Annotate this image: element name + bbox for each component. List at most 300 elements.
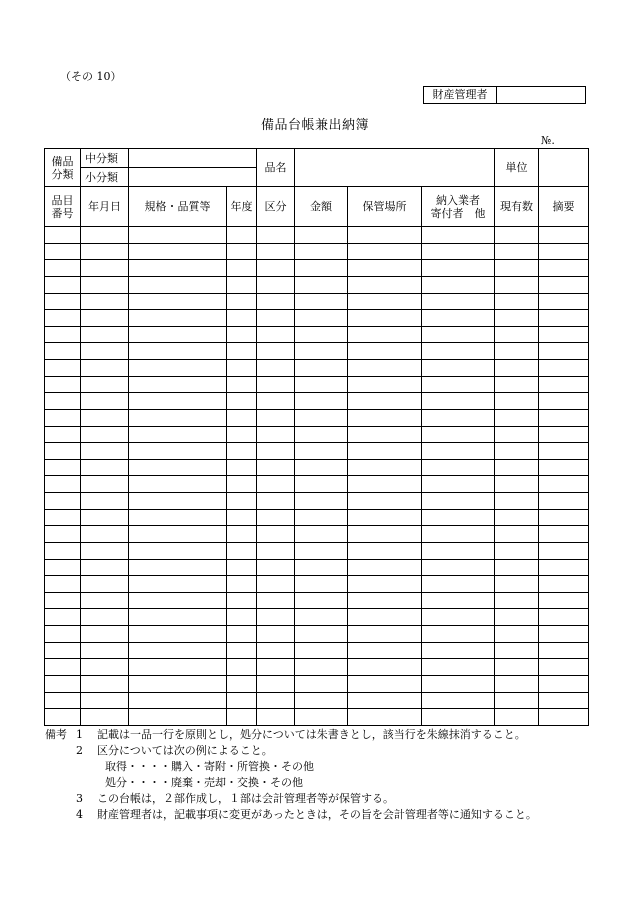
ledger-cell[interactable] (257, 476, 295, 493)
ledger-cell[interactable] (129, 476, 227, 493)
ledger-cell[interactable] (495, 443, 539, 460)
ledger-cell[interactable] (227, 343, 257, 360)
ledger-cell[interactable] (295, 692, 348, 709)
ledger-cell[interactable] (348, 243, 422, 260)
ledger-cell[interactable] (295, 343, 348, 360)
ledger-cell[interactable] (45, 576, 81, 593)
ledger-cell[interactable] (539, 626, 589, 643)
ledger-cell[interactable] (539, 276, 589, 293)
ledger-cell[interactable] (257, 526, 295, 543)
ledger-cell[interactable] (422, 493, 495, 510)
ledger-cell[interactable] (422, 343, 495, 360)
ledger-cell[interactable] (81, 326, 129, 343)
ledger-cell[interactable] (422, 709, 495, 726)
ledger-cell[interactable] (45, 426, 81, 443)
ledger-cell[interactable] (257, 559, 295, 576)
small-category-field[interactable] (129, 168, 257, 187)
ledger-cell[interactable] (129, 227, 227, 244)
ledger-cell[interactable] (495, 376, 539, 393)
ledger-cell[interactable] (45, 642, 81, 659)
ledger-cell[interactable] (422, 276, 495, 293)
ledger-cell[interactable] (81, 227, 129, 244)
ledger-cell[interactable] (45, 326, 81, 343)
ledger-cell[interactable] (257, 227, 295, 244)
ledger-cell[interactable] (257, 493, 295, 510)
ledger-cell[interactable] (539, 227, 589, 244)
ledger-cell[interactable] (227, 659, 257, 676)
ledger-cell[interactable] (348, 393, 422, 410)
ledger-cell[interactable] (257, 675, 295, 692)
ledger-cell[interactable] (257, 542, 295, 559)
ledger-cell[interactable] (539, 426, 589, 443)
ledger-cell[interactable] (295, 509, 348, 526)
ledger-cell[interactable] (129, 376, 227, 393)
ledger-cell[interactable] (422, 476, 495, 493)
ledger-cell[interactable] (257, 409, 295, 426)
ledger-cell[interactable] (257, 592, 295, 609)
ledger-cell[interactable] (129, 293, 227, 310)
ledger-cell[interactable] (45, 592, 81, 609)
ledger-cell[interactable] (348, 426, 422, 443)
ledger-cell[interactable] (348, 360, 422, 377)
ledger-cell[interactable] (295, 709, 348, 726)
ledger-cell[interactable] (495, 576, 539, 593)
ledger-cell[interactable] (539, 509, 589, 526)
ledger-cell[interactable] (295, 626, 348, 643)
ledger-cell[interactable] (295, 409, 348, 426)
ledger-cell[interactable] (45, 293, 81, 310)
ledger-cell[interactable] (348, 326, 422, 343)
ledger-cell[interactable] (45, 243, 81, 260)
ledger-cell[interactable] (257, 576, 295, 593)
ledger-cell[interactable] (295, 310, 348, 327)
ledger-cell[interactable] (227, 576, 257, 593)
ledger-cell[interactable] (539, 493, 589, 510)
ledger-cell[interactable] (257, 260, 295, 277)
ledger-cell[interactable] (348, 709, 422, 726)
ledger-cell[interactable] (295, 393, 348, 410)
ledger-cell[interactable] (295, 659, 348, 676)
ledger-cell[interactable] (129, 592, 227, 609)
ledger-cell[interactable] (45, 659, 81, 676)
ledger-cell[interactable] (495, 559, 539, 576)
ledger-cell[interactable] (539, 393, 589, 410)
ledger-cell[interactable] (45, 376, 81, 393)
ledger-cell[interactable] (495, 626, 539, 643)
ledger-cell[interactable] (81, 592, 129, 609)
ledger-cell[interactable] (81, 559, 129, 576)
ledger-cell[interactable] (227, 426, 257, 443)
ledger-cell[interactable] (227, 243, 257, 260)
ledger-cell[interactable] (129, 526, 227, 543)
ledger-cell[interactable] (422, 360, 495, 377)
ledger-cell[interactable] (227, 642, 257, 659)
ledger-cell[interactable] (539, 659, 589, 676)
ledger-cell[interactable] (422, 409, 495, 426)
ledger-cell[interactable] (257, 692, 295, 709)
ledger-cell[interactable] (422, 592, 495, 609)
ledger-cell[interactable] (81, 526, 129, 543)
ledger-cell[interactable] (539, 526, 589, 543)
ledger-cell[interactable] (129, 360, 227, 377)
ledger-cell[interactable] (422, 509, 495, 526)
ledger-cell[interactable] (422, 692, 495, 709)
ledger-cell[interactable] (348, 692, 422, 709)
ledger-cell[interactable] (257, 709, 295, 726)
ledger-cell[interactable] (495, 526, 539, 543)
property-manager-field[interactable] (497, 87, 585, 103)
ledger-cell[interactable] (129, 459, 227, 476)
ledger-cell[interactable] (539, 326, 589, 343)
ledger-cell[interactable] (539, 476, 589, 493)
ledger-cell[interactable] (422, 559, 495, 576)
ledger-cell[interactable] (348, 592, 422, 609)
ledger-cell[interactable] (227, 626, 257, 643)
ledger-cell[interactable] (81, 426, 129, 443)
ledger-cell[interactable] (348, 559, 422, 576)
ledger-cell[interactable] (422, 526, 495, 543)
ledger-cell[interactable] (348, 526, 422, 543)
ledger-cell[interactable] (422, 293, 495, 310)
ledger-cell[interactable] (227, 227, 257, 244)
ledger-cell[interactable] (45, 276, 81, 293)
ledger-cell[interactable] (348, 576, 422, 593)
ledger-cell[interactable] (129, 260, 227, 277)
ledger-cell[interactable] (227, 376, 257, 393)
ledger-cell[interactable] (348, 260, 422, 277)
ledger-cell[interactable] (257, 609, 295, 626)
ledger-cell[interactable] (422, 393, 495, 410)
ledger-cell[interactable] (45, 443, 81, 460)
ledger-cell[interactable] (348, 493, 422, 510)
ledger-cell[interactable] (227, 542, 257, 559)
ledger-cell[interactable] (539, 260, 589, 277)
ledger-cell[interactable] (348, 293, 422, 310)
ledger-cell[interactable] (129, 609, 227, 626)
ledger-cell[interactable] (227, 675, 257, 692)
ledger-cell[interactable] (81, 709, 129, 726)
ledger-cell[interactable] (129, 709, 227, 726)
ledger-cell[interactable] (539, 293, 589, 310)
ledger-cell[interactable] (422, 326, 495, 343)
ledger-cell[interactable] (295, 360, 348, 377)
ledger-cell[interactable] (539, 576, 589, 593)
ledger-cell[interactable] (257, 443, 295, 460)
item-name-field[interactable] (295, 149, 495, 187)
ledger-cell[interactable] (495, 493, 539, 510)
middle-category-field[interactable] (129, 149, 257, 168)
ledger-cell[interactable] (45, 459, 81, 476)
ledger-cell[interactable] (129, 343, 227, 360)
ledger-cell[interactable] (129, 276, 227, 293)
ledger-cell[interactable] (539, 360, 589, 377)
ledger-cell[interactable] (81, 443, 129, 460)
ledger-cell[interactable] (348, 675, 422, 692)
ledger-cell[interactable] (227, 393, 257, 410)
ledger-cell[interactable] (348, 659, 422, 676)
ledger-cell[interactable] (422, 426, 495, 443)
ledger-cell[interactable] (257, 659, 295, 676)
ledger-cell[interactable] (422, 227, 495, 244)
ledger-cell[interactable] (81, 576, 129, 593)
ledger-cell[interactable] (422, 260, 495, 277)
ledger-cell[interactable] (81, 310, 129, 327)
ledger-cell[interactable] (129, 409, 227, 426)
ledger-cell[interactable] (45, 709, 81, 726)
ledger-cell[interactable] (422, 659, 495, 676)
ledger-cell[interactable] (295, 426, 348, 443)
ledger-cell[interactable] (129, 659, 227, 676)
ledger-cell[interactable] (227, 360, 257, 377)
ledger-cell[interactable] (129, 542, 227, 559)
ledger-cell[interactable] (539, 310, 589, 327)
ledger-cell[interactable] (257, 360, 295, 377)
ledger-cell[interactable] (45, 310, 81, 327)
ledger-cell[interactable] (422, 609, 495, 626)
ledger-cell[interactable] (227, 609, 257, 626)
ledger-cell[interactable] (348, 509, 422, 526)
ledger-cell[interactable] (539, 459, 589, 476)
ledger-cell[interactable] (45, 559, 81, 576)
ledger-cell[interactable] (422, 675, 495, 692)
ledger-cell[interactable] (81, 626, 129, 643)
ledger-cell[interactable] (295, 376, 348, 393)
ledger-cell[interactable] (45, 675, 81, 692)
ledger-cell[interactable] (495, 609, 539, 626)
ledger-cell[interactable] (495, 426, 539, 443)
ledger-cell[interactable] (81, 542, 129, 559)
ledger-cell[interactable] (227, 709, 257, 726)
ledger-cell[interactable] (295, 227, 348, 244)
ledger-cell[interactable] (227, 493, 257, 510)
ledger-cell[interactable] (257, 343, 295, 360)
ledger-cell[interactable] (129, 426, 227, 443)
ledger-cell[interactable] (257, 509, 295, 526)
ledger-cell[interactable] (295, 260, 348, 277)
ledger-cell[interactable] (45, 526, 81, 543)
ledger-cell[interactable] (129, 559, 227, 576)
ledger-cell[interactable] (81, 260, 129, 277)
ledger-cell[interactable] (348, 542, 422, 559)
ledger-cell[interactable] (129, 243, 227, 260)
ledger-cell[interactable] (227, 443, 257, 460)
ledger-cell[interactable] (81, 393, 129, 410)
ledger-cell[interactable] (45, 626, 81, 643)
ledger-cell[interactable] (348, 642, 422, 659)
ledger-cell[interactable] (81, 659, 129, 676)
ledger-cell[interactable] (81, 243, 129, 260)
ledger-cell[interactable] (295, 642, 348, 659)
ledger-cell[interactable] (495, 260, 539, 277)
ledger-cell[interactable] (129, 509, 227, 526)
ledger-cell[interactable] (129, 393, 227, 410)
ledger-cell[interactable] (81, 293, 129, 310)
ledger-cell[interactable] (227, 409, 257, 426)
ledger-cell[interactable] (539, 376, 589, 393)
ledger-cell[interactable] (295, 576, 348, 593)
ledger-cell[interactable] (348, 626, 422, 643)
ledger-cell[interactable] (45, 692, 81, 709)
ledger-cell[interactable] (295, 326, 348, 343)
ledger-cell[interactable] (495, 509, 539, 526)
ledger-cell[interactable] (81, 343, 129, 360)
ledger-cell[interactable] (45, 360, 81, 377)
ledger-cell[interactable] (539, 642, 589, 659)
ledger-cell[interactable] (495, 343, 539, 360)
ledger-cell[interactable] (81, 675, 129, 692)
ledger-cell[interactable] (295, 443, 348, 460)
ledger-cell[interactable] (295, 476, 348, 493)
ledger-cell[interactable] (539, 559, 589, 576)
ledger-cell[interactable] (257, 626, 295, 643)
ledger-cell[interactable] (81, 409, 129, 426)
ledger-cell[interactable] (422, 542, 495, 559)
ledger-cell[interactable] (422, 626, 495, 643)
ledger-cell[interactable] (81, 509, 129, 526)
ledger-cell[interactable] (227, 310, 257, 327)
ledger-cell[interactable] (227, 276, 257, 293)
ledger-cell[interactable] (81, 276, 129, 293)
ledger-cell[interactable] (81, 476, 129, 493)
ledger-cell[interactable] (227, 509, 257, 526)
ledger-cell[interactable] (81, 609, 129, 626)
ledger-cell[interactable] (81, 459, 129, 476)
ledger-cell[interactable] (45, 542, 81, 559)
ledger-cell[interactable] (227, 592, 257, 609)
ledger-cell[interactable] (495, 393, 539, 410)
ledger-cell[interactable] (422, 310, 495, 327)
unit-field[interactable] (539, 149, 589, 187)
ledger-cell[interactable] (129, 692, 227, 709)
ledger-cell[interactable] (348, 376, 422, 393)
ledger-cell[interactable] (422, 443, 495, 460)
ledger-cell[interactable] (257, 459, 295, 476)
ledger-cell[interactable] (257, 243, 295, 260)
ledger-cell[interactable] (257, 276, 295, 293)
ledger-cell[interactable] (227, 692, 257, 709)
ledger-cell[interactable] (227, 526, 257, 543)
ledger-cell[interactable] (129, 626, 227, 643)
ledger-cell[interactable] (348, 609, 422, 626)
ledger-cell[interactable] (227, 326, 257, 343)
ledger-cell[interactable] (539, 243, 589, 260)
ledger-cell[interactable] (495, 592, 539, 609)
ledger-cell[interactable] (422, 459, 495, 476)
ledger-cell[interactable] (495, 542, 539, 559)
ledger-cell[interactable] (495, 243, 539, 260)
ledger-cell[interactable] (422, 642, 495, 659)
ledger-cell[interactable] (129, 310, 227, 327)
ledger-cell[interactable] (495, 310, 539, 327)
ledger-cell[interactable] (348, 409, 422, 426)
ledger-cell[interactable] (257, 393, 295, 410)
ledger-cell[interactable] (295, 459, 348, 476)
ledger-cell[interactable] (257, 326, 295, 343)
ledger-cell[interactable] (348, 459, 422, 476)
ledger-cell[interactable] (539, 692, 589, 709)
ledger-cell[interactable] (295, 592, 348, 609)
ledger-cell[interactable] (129, 642, 227, 659)
ledger-cell[interactable] (495, 642, 539, 659)
ledger-cell[interactable] (348, 443, 422, 460)
ledger-cell[interactable] (227, 293, 257, 310)
ledger-cell[interactable] (348, 343, 422, 360)
ledger-cell[interactable] (295, 276, 348, 293)
ledger-cell[interactable] (45, 609, 81, 626)
ledger-cell[interactable] (129, 443, 227, 460)
ledger-cell[interactable] (295, 526, 348, 543)
ledger-cell[interactable] (495, 326, 539, 343)
ledger-cell[interactable] (295, 542, 348, 559)
ledger-cell[interactable] (129, 326, 227, 343)
ledger-cell[interactable] (539, 609, 589, 626)
ledger-cell[interactable] (257, 376, 295, 393)
ledger-cell[interactable] (257, 426, 295, 443)
ledger-cell[interactable] (45, 476, 81, 493)
ledger-cell[interactable] (81, 376, 129, 393)
ledger-cell[interactable] (495, 709, 539, 726)
ledger-cell[interactable] (45, 393, 81, 410)
ledger-cell[interactable] (495, 692, 539, 709)
ledger-cell[interactable] (81, 642, 129, 659)
ledger-cell[interactable] (495, 276, 539, 293)
ledger-cell[interactable] (129, 493, 227, 510)
ledger-cell[interactable] (45, 343, 81, 360)
ledger-cell[interactable] (295, 243, 348, 260)
ledger-cell[interactable] (539, 709, 589, 726)
ledger-cell[interactable] (129, 576, 227, 593)
ledger-cell[interactable] (495, 227, 539, 244)
ledger-cell[interactable] (227, 559, 257, 576)
ledger-cell[interactable] (295, 675, 348, 692)
ledger-cell[interactable] (422, 576, 495, 593)
ledger-cell[interactable] (539, 343, 589, 360)
ledger-cell[interactable] (539, 443, 589, 460)
ledger-cell[interactable] (348, 310, 422, 327)
ledger-cell[interactable] (257, 293, 295, 310)
ledger-cell[interactable] (257, 642, 295, 659)
ledger-cell[interactable] (495, 675, 539, 692)
ledger-cell[interactable] (295, 559, 348, 576)
ledger-cell[interactable] (257, 310, 295, 327)
ledger-cell[interactable] (295, 609, 348, 626)
ledger-cell[interactable] (227, 476, 257, 493)
ledger-cell[interactable] (295, 493, 348, 510)
ledger-cell[interactable] (295, 293, 348, 310)
ledger-cell[interactable] (539, 409, 589, 426)
ledger-cell[interactable] (495, 293, 539, 310)
ledger-cell[interactable] (45, 260, 81, 277)
ledger-cell[interactable] (45, 227, 81, 244)
ledger-cell[interactable] (348, 276, 422, 293)
ledger-cell[interactable] (495, 360, 539, 377)
ledger-cell[interactable] (45, 509, 81, 526)
ledger-cell[interactable] (45, 409, 81, 426)
ledger-cell[interactable] (81, 493, 129, 510)
ledger-cell[interactable] (129, 675, 227, 692)
ledger-cell[interactable] (495, 659, 539, 676)
ledger-cell[interactable] (348, 476, 422, 493)
ledger-cell[interactable] (227, 260, 257, 277)
ledger-cell[interactable] (45, 493, 81, 510)
ledger-cell[interactable] (348, 227, 422, 244)
ledger-cell[interactable] (81, 360, 129, 377)
ledger-cell[interactable] (495, 409, 539, 426)
ledger-cell[interactable] (81, 692, 129, 709)
ledger-cell[interactable] (539, 592, 589, 609)
ledger-cell[interactable] (422, 376, 495, 393)
ledger-cell[interactable] (495, 476, 539, 493)
